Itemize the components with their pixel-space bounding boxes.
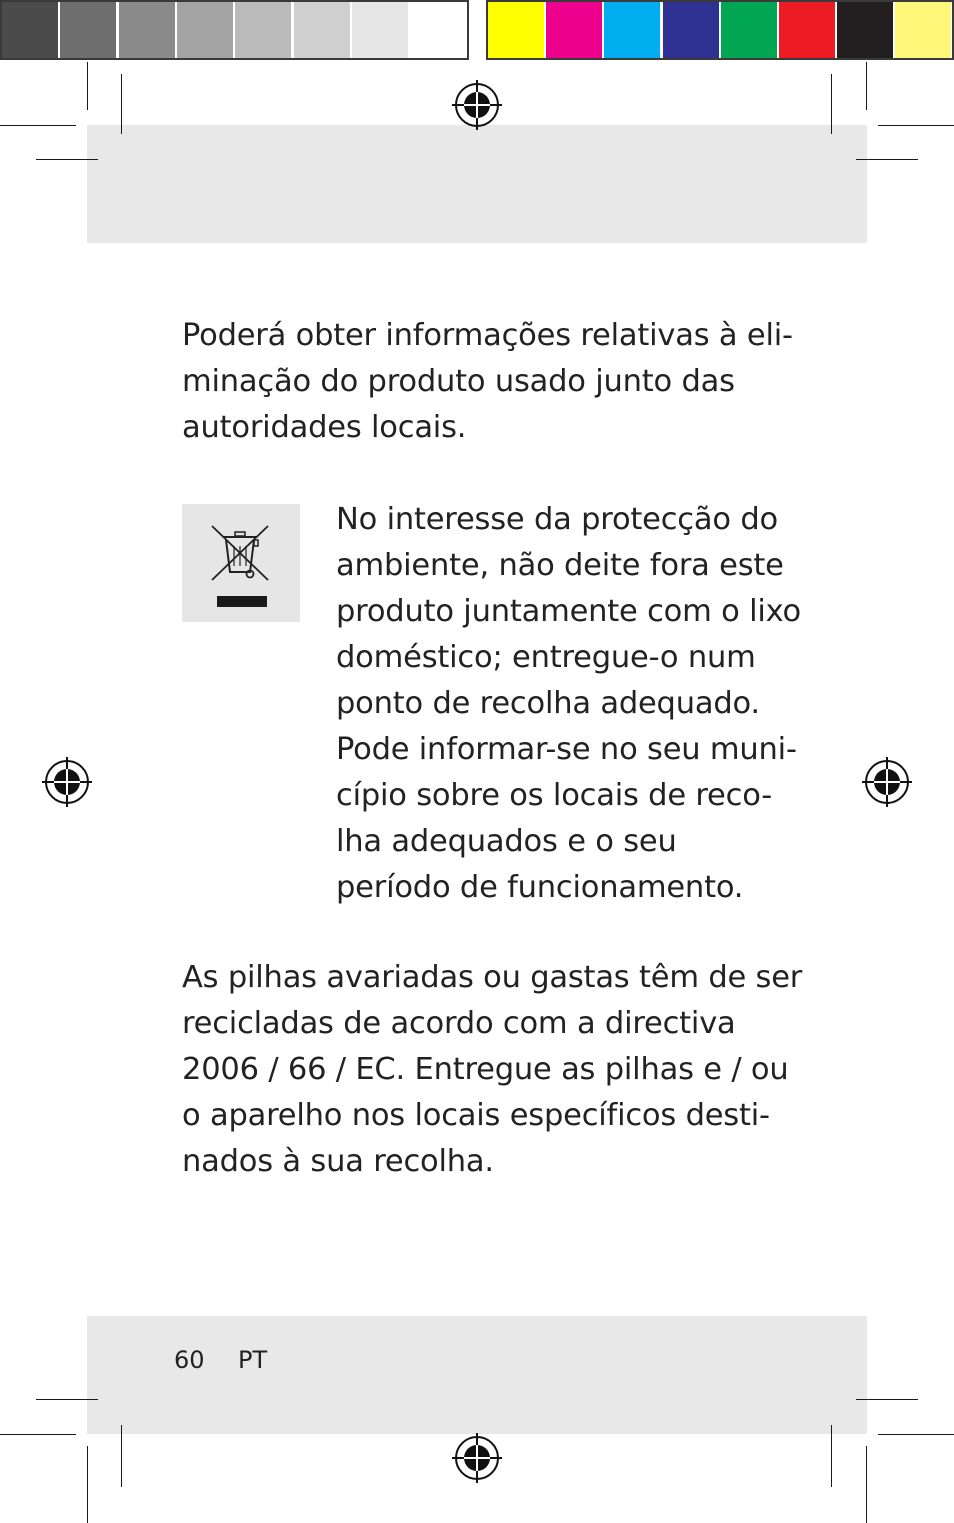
text-line: Pode informar-se no seu muni-: [336, 732, 797, 767]
weee-symbol-box: [182, 504, 300, 622]
crossed-out-wheelie-bin-icon: [182, 504, 300, 622]
header-band: [87, 125, 867, 243]
text-line: recicladas de acordo com a directiva: [182, 1006, 736, 1041]
text-line: As pilhas avariadas ou gastas têm de ser: [182, 960, 803, 995]
text-line: o aparelho nos locais específicos desti-: [182, 1098, 770, 1133]
battery-recycling-paragraph: [182, 955, 802, 1185]
registration-mark-icon: [42, 757, 92, 807]
text-line: autoridades locais.: [182, 410, 467, 445]
text-line: No interesse da protecção do: [336, 502, 778, 537]
registration-mark-icon: [862, 757, 912, 807]
text-line: Poderá obter informações relativas à eli-: [182, 318, 793, 353]
process-color-frame: [486, 0, 954, 60]
text-line: período de funcionamento.: [336, 870, 744, 905]
text-line: nados à sua recolha.: [182, 1144, 494, 1179]
page-number: 60: [174, 1346, 205, 1374]
text-line: cípio sobre os locais de reco-: [336, 778, 773, 813]
language-code: PT: [238, 1346, 268, 1374]
disposal-info-paragraph: [182, 313, 793, 451]
text-line: doméstico; entregue-o num: [336, 640, 756, 675]
text-line: 2006 / 66 / EC. Entregue as pilhas e / ou: [182, 1052, 789, 1087]
text-line: lha adequados e o seu: [336, 824, 677, 859]
registration-mark-icon: [452, 80, 502, 130]
text-line: produto juntamente com o lixo: [336, 594, 802, 629]
text-line: minação do produto usado junto das: [182, 364, 735, 399]
text-line: ponto de recolha adequado.: [336, 686, 760, 721]
registration-mark-icon: [452, 1433, 502, 1483]
text-line: ambiente, não deite fora este: [336, 548, 784, 583]
gray-scale-frame: [0, 0, 469, 60]
environment-protection-paragraph: [336, 497, 801, 911]
